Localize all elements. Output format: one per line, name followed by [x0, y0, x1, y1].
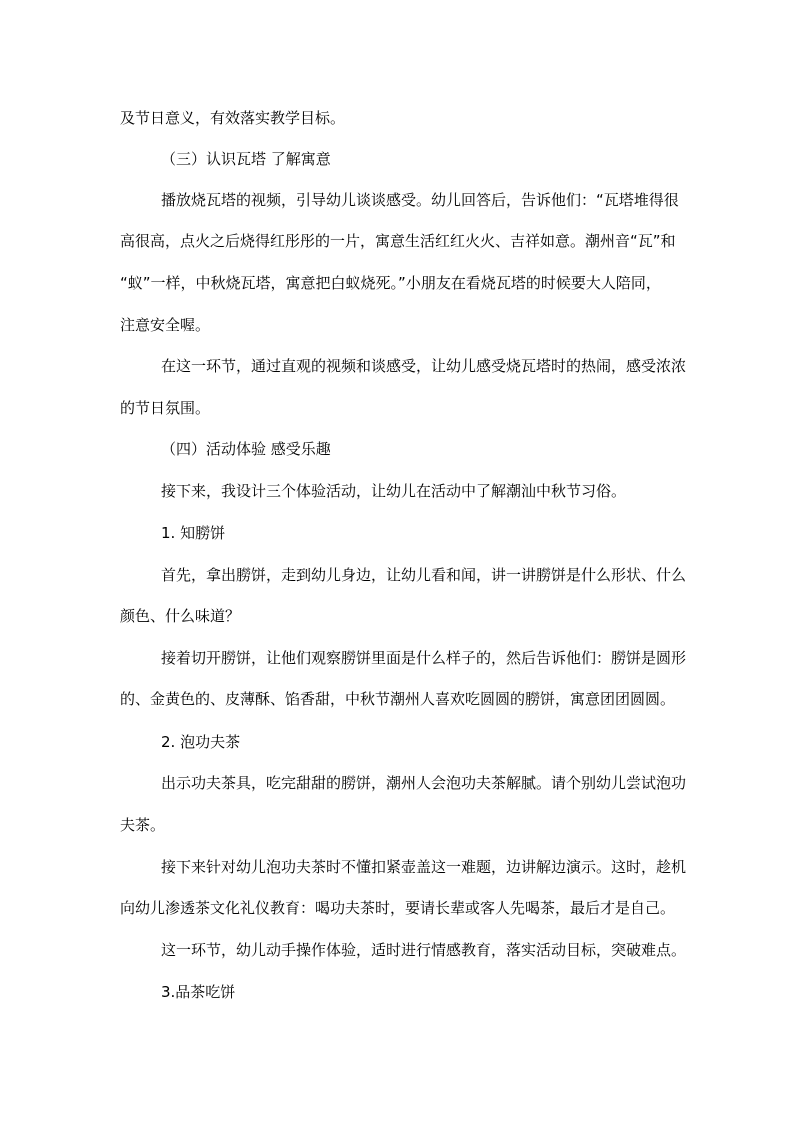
paragraph-line: “蚁”一样，中秋烧瓦塔，寓意把白蚁烧死。”小朋友在看烧瓦塔的时候要大人陪同， [120, 274, 661, 292]
subheading-1: 1. 知朥饼 [161, 524, 226, 542]
paragraph-line: 高很高，点火之后烧得红彤彤的一片，寓意生活红红火火、吉祥如意。潮州音“瓦”和 [120, 232, 676, 250]
section-heading-4: （四）活动体验 感受乐趣 [161, 440, 331, 458]
paragraph-line: 这一环节，幼儿动手操作体验，适时进行情感教育，落实活动目标，突破难点。 [161, 941, 687, 959]
subheading-3: 3.品茶吃饼 [161, 983, 236, 1001]
paragraph-line: 的、金黄色的、皮薄酥、馅香甜，中秋节潮州人喜欢吃圆圆的朥饼，寓意团团圆圆。 [120, 690, 676, 708]
paragraph-line: 夫茶。 [120, 816, 166, 834]
paragraph-line: 及节日意义，有效落实教学目标。 [120, 109, 346, 127]
paragraph-line: 的节日氛围。 [120, 399, 211, 417]
subheading-2: 2. 泡功夫茶 [161, 733, 241, 751]
paragraph-line: 出示功夫茶具，吃完甜甜的朥饼，潮州人会泡功夫茶解腻。请个别幼儿尝试泡功 [161, 774, 687, 792]
paragraph-line: 播放烧瓦塔的视频，引导幼儿谈谈感受。幼儿回答后，告诉他们：“瓦塔堆得很 [161, 191, 679, 209]
section-heading-3: （三）认识瓦塔 了解寓意 [161, 150, 331, 168]
paragraph-line: 首先，拿出朥饼，走到幼儿身边，让幼儿看和闻，讲一讲朥饼是什么形状、什么 [161, 566, 687, 584]
paragraph-line: 接下来针对幼儿泡功夫茶时不懂扣紧壶盖这一难题，边讲解边演示。这时，趁机 [161, 858, 687, 876]
paragraph-line: 向幼儿渗透茶文化礼仪教育：喝功夫茶时，要请长辈或客人先喝茶，最后才是自己。 [120, 899, 676, 917]
paragraph-line: 接着切开朥饼，让他们观察朥饼里面是什么样子的，然后告诉他们：朥饼是圆形 [161, 649, 687, 667]
paragraph-line: 注意安全喔。 [120, 316, 211, 334]
paragraph-line: 在这一环节，通过直观的视频和谈感受，让幼儿感受烧瓦塔时的热闹，感受浓浓 [161, 357, 687, 375]
paragraph-line: 接下来，我设计三个体验活动，让幼儿在活动中了解潮汕中秋节习俗。 [161, 482, 627, 500]
paragraph-line: 颜色、什么味道？ [120, 607, 241, 625]
